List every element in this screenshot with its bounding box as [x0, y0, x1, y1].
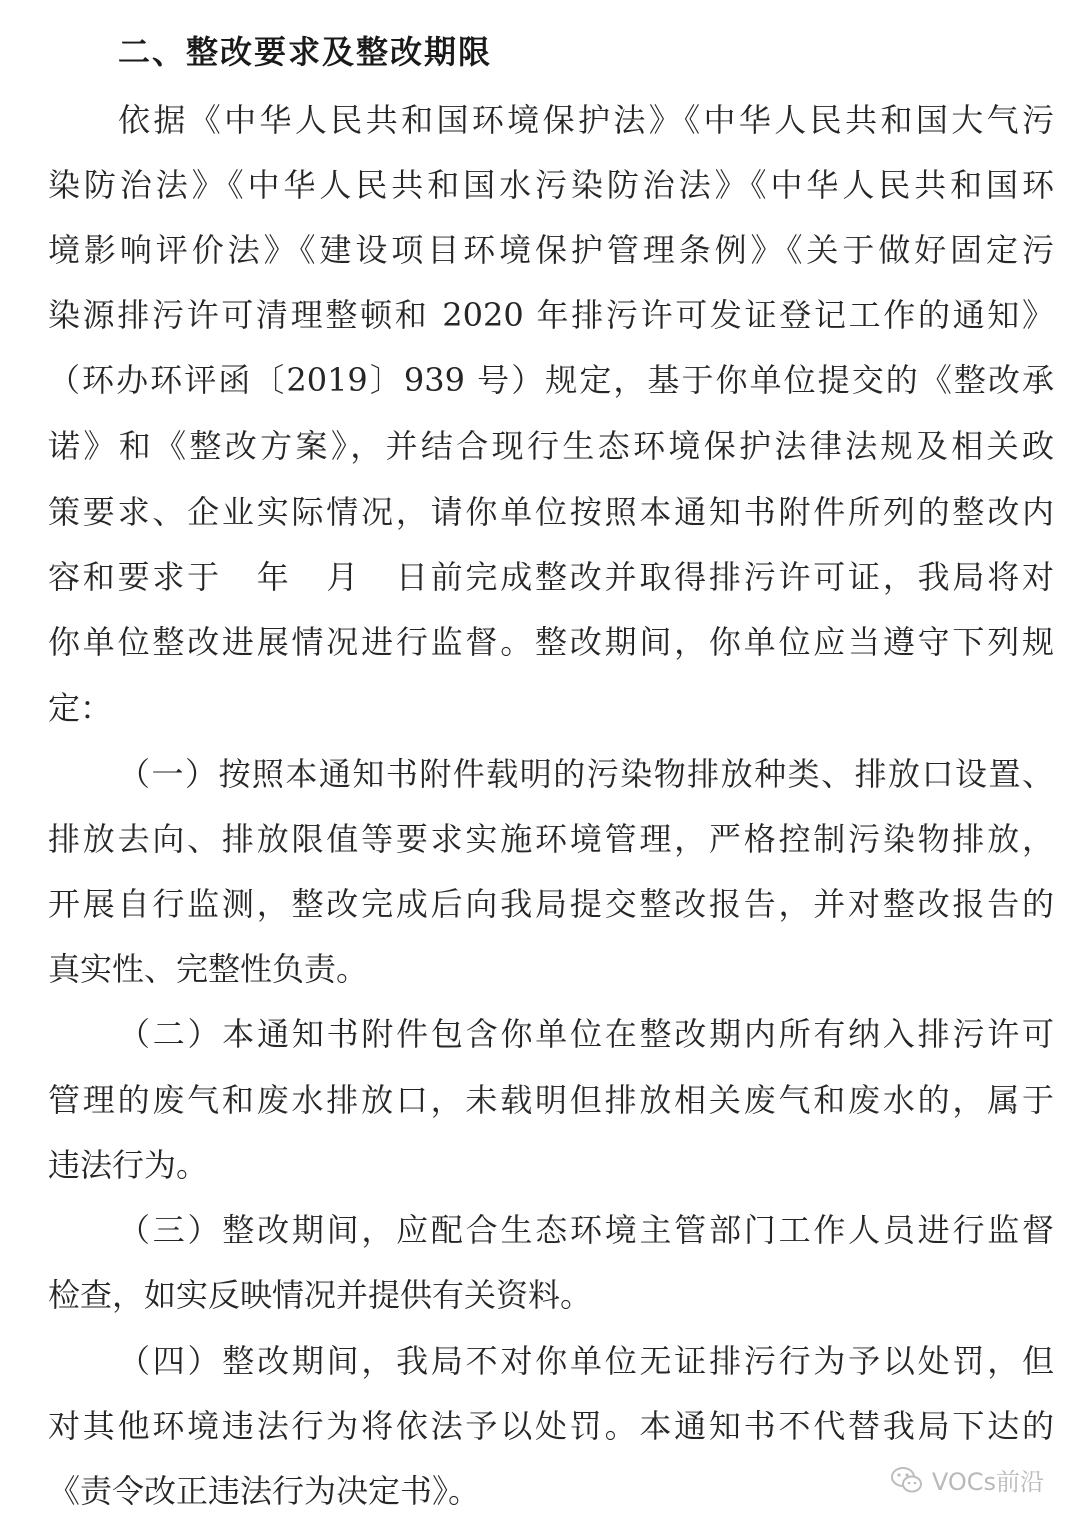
paragraph-line: 《责令改正违法行为决定书》。	[48, 1472, 481, 1510]
paragraph-line: 排放去向、排放限值等要求实施环境管理，严格控制污染物排放，	[48, 820, 1054, 858]
paragraph-line: （一）按照本通知书附件载明的污染物排放种类、排放口设置、	[118, 755, 1054, 793]
paragraph-line: （三）整改期间，应配合生态环境主管部门工作人员进行监督	[118, 1211, 1054, 1249]
paragraph-line: 管理的废气和废水排放口，未载明但排放相关废气和废水的，属于	[48, 1081, 1054, 1119]
paragraph-line: （二）本通知书附件包含你单位在整改期内所有纳入排污许可	[118, 1015, 1054, 1053]
paragraph-line: 容和要求于 年 月 日前完成整改并取得排污许可证，我局将对	[48, 558, 1054, 596]
paragraph-line: 染防治法》《中华人民共和国水污染防治法》《中华人民共和国环	[48, 166, 1054, 204]
paragraph-line: （环办环评函〔2019〕939 号）规定，基于你单位提交的《整改承	[48, 361, 1054, 399]
paragraph-line: 你单位整改进展情况进行监督。整改期间，你单位应当遵守下列规	[48, 623, 1054, 661]
wechat-icon	[890, 1465, 924, 1495]
paragraph-line: 定：	[48, 689, 113, 727]
paragraph-line: 策要求、企业实际情况，请你单位按照本通知书附件所列的整改内	[48, 493, 1054, 531]
paragraph-line: 检查，如实反映情况并提供有关资料。	[48, 1276, 593, 1314]
paragraph-line: 违法行为。	[48, 1146, 209, 1184]
paragraph-line: 依据《中华人民共和国环境保护法》《中华人民共和国大气污	[118, 101, 1054, 139]
watermark-text: VOCs前沿	[931, 1468, 1044, 1496]
paragraph-line: 境影响评价法》《建设项目环境保护管理条例》《关于做好固定污	[48, 231, 1054, 269]
paragraph-line: 开展自行监测，整改完成后向我局提交整改报告，并对整改报告的	[48, 885, 1054, 923]
paragraph-line: 染源排污许可清理整顿和 2020 年排污许可发证登记工作的通知》	[48, 296, 1054, 334]
watermark	[890, 1462, 1044, 1497]
paragraph-line: 诺》和《整改方案》，并结合现行生态环境保护法律法规及相关政	[48, 427, 1054, 465]
section-heading: 二、整改要求及整改期限	[118, 33, 493, 71]
paragraph-line: 对其他环境违法行为将依法予以处罚。本通知书不代替我局下达的	[48, 1407, 1054, 1445]
paragraph-line: （四）整改期间，我局不对你单位无证排污行为予以处罚，但	[118, 1342, 1054, 1380]
paragraph-line: 真实性、完整性负责。	[48, 950, 369, 988]
